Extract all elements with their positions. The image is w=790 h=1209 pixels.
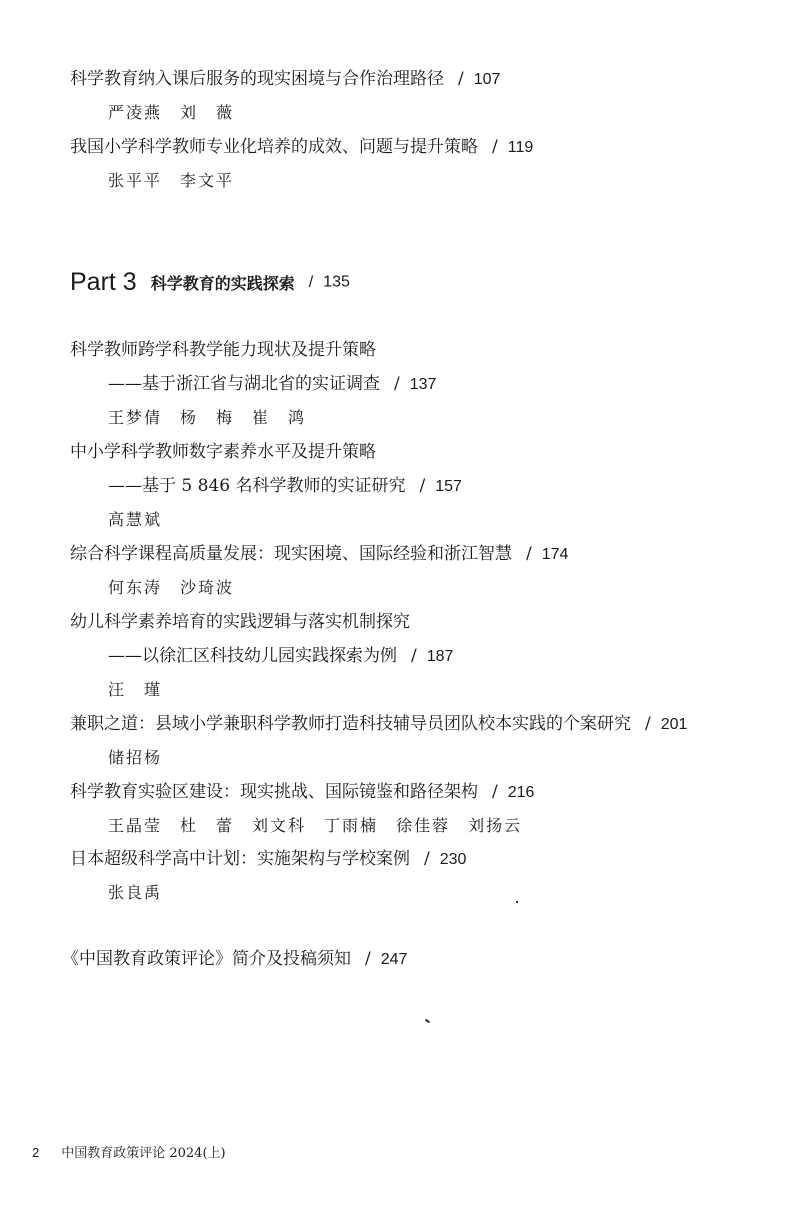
scan-speck [516, 901, 518, 903]
author-name: 杜 蕾 [180, 816, 235, 835]
page-separator: / [492, 782, 498, 802]
author-name: 丁雨楠 [324, 816, 379, 835]
toc-entry-title [70, 611, 410, 633]
toc-entry-authors [108, 679, 180, 701]
entry-title-text: 我国小学科学教师专业化培养的成效、问题与提升策略 [70, 137, 478, 157]
toc-entry-title [70, 543, 568, 566]
entry-title-text: 科学教育纳入课后服务的现实困境与合作治理路径 [70, 69, 444, 89]
part-page-number: 135 [323, 273, 350, 291]
entry-page-number: 201 [660, 716, 688, 733]
entry-title-text: 兼职之道：县域小学兼职科学教师打造科技辅导员团队校本实践的个案研究 [70, 714, 631, 734]
author-name: 何东涛 [108, 578, 163, 597]
entry-page-number: 216 [507, 784, 535, 801]
toc-entry-authors [108, 577, 252, 599]
author-name: 高慧斌 [108, 510, 163, 529]
part-title: 科学教育的实践探索 [150, 274, 295, 293]
entry-page-number: 174 [541, 546, 569, 563]
author-name: 李文平 [180, 171, 235, 190]
toc-entry-title [70, 339, 376, 361]
author-name: 张平平 [108, 171, 163, 190]
entry-page-number: 107 [473, 71, 501, 88]
toc-appendix-entry [62, 948, 407, 971]
page-separator: / [526, 544, 532, 564]
toc-entry-subtitle [108, 645, 453, 668]
page-separator: / [394, 374, 400, 394]
page-separator: / [458, 69, 464, 89]
entry-subtitle-text: ——基于 5 846 名科学教师的实证研究 [108, 476, 406, 496]
toc-entry-authors [108, 815, 540, 837]
appendix-title-text: 《中国教育政策评论》简介及投稿须知 [62, 949, 351, 969]
entry-page-number: 119 [507, 139, 534, 156]
toc-entry-title [70, 713, 687, 736]
page-separator: / [645, 714, 651, 734]
author-name: 张良禹 [108, 883, 163, 902]
entry-title-text: 幼儿科学素养培育的实践逻辑与落实机制探究 [70, 612, 410, 632]
author-name: 刘扬云 [468, 816, 523, 835]
author-name: 沙琦波 [180, 578, 235, 597]
entry-page-number: 230 [439, 851, 467, 868]
author-name: 严凌燕 [108, 103, 163, 122]
entry-title-text: 日本超级科学高中计划：实施架构与学校案例 [70, 849, 410, 869]
toc-entry-authors [108, 102, 252, 124]
author-name: 王晶莹 [108, 816, 163, 835]
author-name: 刘文科 [252, 816, 307, 835]
entry-page-number: 137 [409, 376, 437, 393]
entry-title-text: 中小学科学教师数字素养水平及提升策略 [70, 442, 376, 462]
page-separator: / [419, 476, 426, 496]
toc-entry-subtitle [108, 475, 462, 498]
toc-entry-authors [108, 509, 180, 531]
entry-title-text: 科学教育实验区建设：现实挑战、国际镜鉴和路径架构 [70, 782, 478, 802]
author-name: 储招杨 [108, 748, 163, 767]
entry-subtitle-text: ——以徐汇区科技幼儿园实践探索为例 [108, 646, 397, 666]
toc-entry-title [70, 781, 534, 804]
entry-page-number: 187 [426, 648, 454, 665]
author-name: 刘 薇 [180, 103, 235, 122]
page-separator: / [308, 273, 314, 291]
toc-entry-title [70, 848, 466, 871]
author-name: 汪 瑾 [108, 680, 163, 699]
toc-entry-authors [108, 882, 180, 904]
author-name: 徐佳蓉 [396, 816, 451, 835]
toc-entry-authors [108, 170, 252, 192]
page-separator: / [424, 849, 430, 869]
toc-entry-authors [108, 407, 324, 429]
toc-entry-subtitle [108, 373, 436, 396]
scan-speck [425, 1019, 430, 1024]
entry-title-text: 综合科学课程高质量发展：现实困境、国际经验和浙江智慧 [70, 544, 512, 564]
part-label: Part 3 [70, 268, 137, 296]
toc-entry-authors [108, 747, 180, 769]
toc-entry-title [70, 441, 376, 463]
page-footer [32, 1145, 226, 1162]
footer-journal-title: 中国教育政策评论 2024(上) [61, 1146, 226, 1161]
toc-entry-title [70, 136, 533, 159]
page-separator: / [365, 949, 371, 969]
author-name: 杨 梅 [180, 408, 235, 427]
part-heading [70, 268, 350, 297]
toc-entry-title [70, 68, 500, 91]
appendix-page-number: 247 [380, 951, 408, 968]
entry-title-text: 科学教师跨学科教学能力现状及提升策略 [70, 340, 376, 360]
entry-page-number: 157 [435, 478, 462, 495]
footer-page-number: 2 [32, 1145, 40, 1160]
author-name: 崔 鸿 [252, 408, 307, 427]
page-separator: / [411, 646, 417, 666]
page-separator: / [492, 137, 498, 157]
author-name: 王梦倩 [108, 408, 163, 427]
entry-subtitle-text: ——基于浙江省与湖北省的实证调查 [108, 374, 380, 394]
